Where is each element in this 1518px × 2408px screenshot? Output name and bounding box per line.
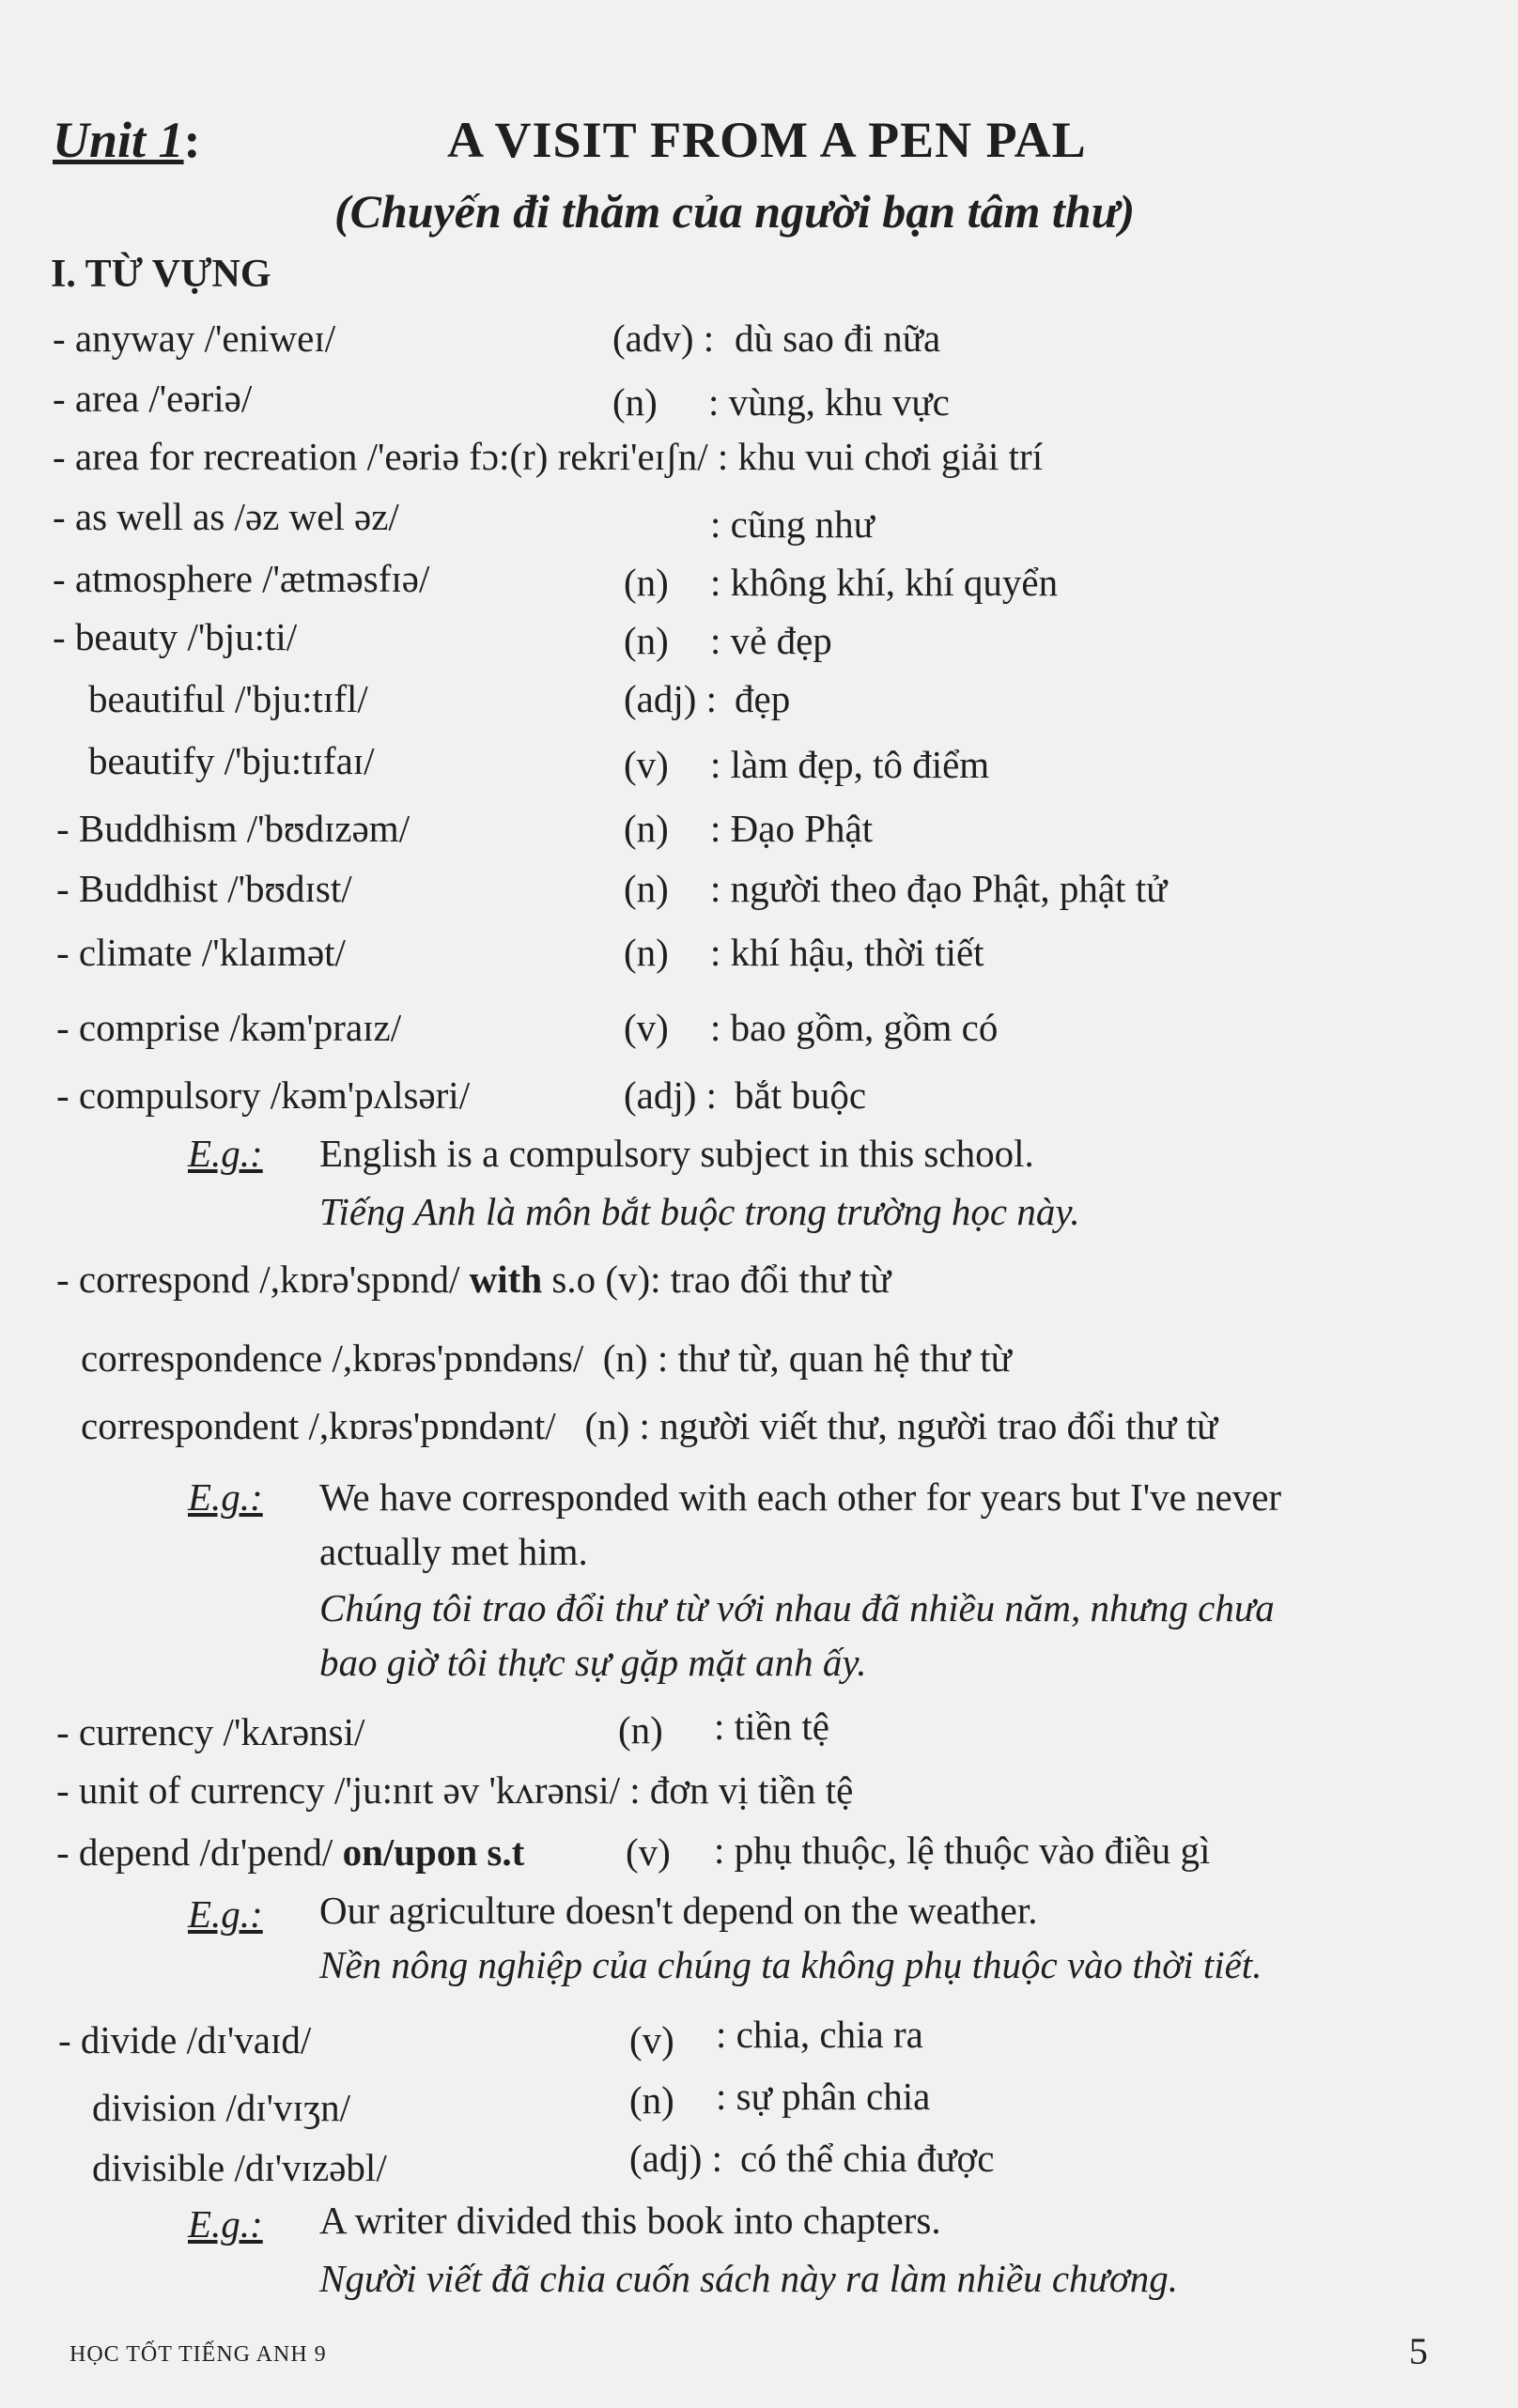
vocab-meaning: : khí hậu, thời tiết xyxy=(710,931,984,974)
vocab-pos: (n) xyxy=(624,807,669,850)
vocab-entry-correspond xyxy=(56,1257,891,1302)
vocab-word: - correspond /,kɒrə'spɒnd/ xyxy=(56,1258,460,1301)
vocab-word: - currency /'kʌrənsi/ xyxy=(56,1710,365,1753)
example-label: E.g.: xyxy=(188,1892,263,1936)
vocab-word: correspondence /,kɒrəs'pɒndəns/ (n) : thư từ, quan hệ thư từ xyxy=(81,1336,1012,1380)
vocab-meaning: đẹp xyxy=(735,677,791,720)
vocab-word: - as well as /əz wel əz/ xyxy=(53,495,399,538)
vocab-pos: (v) xyxy=(629,2018,674,2061)
vocab-pos: (n) xyxy=(624,561,669,604)
vocab-pos: (n) xyxy=(629,2078,674,2122)
example-english: English is a compulsory subject in this school. xyxy=(319,1132,1034,1175)
vocab-pos: (adj) : xyxy=(629,2137,723,2180)
section-title: I. TỪ VỰNG xyxy=(51,253,271,296)
vocab-meaning: : làm đẹp, tô điểm xyxy=(710,743,990,786)
footer-book-title: HỌC TỐT TIẾNG ANH 9 xyxy=(70,2342,327,2367)
vocab-preposition: with xyxy=(469,1258,543,1301)
vocab-word: - atmosphere /'ætməsfɪə/ xyxy=(53,557,430,600)
unit-label: Unit 1 xyxy=(53,112,184,168)
vocab-meaning: : chia, chia ra xyxy=(716,2013,923,2056)
vocab-meaning: s.o (v): trao đổi thư từ xyxy=(551,1258,891,1301)
example-vietnamese: Nền nông nghiệp của chúng ta không phụ thuộc vào thời tiết. xyxy=(319,1943,1262,1986)
vocab-meaning: : không khí, khí quyển xyxy=(710,561,1059,604)
vocab-meaning: : phụ thuộc, lệ thuộc vào điều gì xyxy=(714,1829,1211,1872)
vocab-pos: (n) xyxy=(618,1708,663,1752)
vocab-word: - comprise /kəm'praɪz/ xyxy=(56,1006,402,1049)
example-english: actually met him. xyxy=(319,1530,588,1573)
vocab-word: beautiful /'bju:tɪfl/ xyxy=(88,677,368,720)
vocab-word: - area /'eəriə/ xyxy=(53,377,253,420)
vocab-pos: (adj) : xyxy=(624,1073,718,1117)
vocab-word: beautify /'bju:tɪfaɪ/ xyxy=(88,739,375,782)
vocab-preposition: on/upon s.t xyxy=(342,1830,525,1874)
vocab-word: - climate /'klaɪmət/ xyxy=(56,931,346,974)
page-number: 5 xyxy=(1409,2330,1428,2372)
vocab-word: correspondent /,kɒrəs'pɒndənt/ (n) : người viết thư, người trao đổi thư từ xyxy=(81,1404,1218,1447)
example-label: E.g.: xyxy=(188,1475,263,1519)
vocab-word: - compulsory /kəm'pʌlsəri/ xyxy=(56,1073,471,1117)
vocab-word: - area for recreation /'eəriə fɔ:(r) rekri'eɪʃn/ : khu vui chơi giải trí xyxy=(53,435,1044,478)
vocab-meaning: : vẻ đẹp xyxy=(710,619,832,662)
vocab-meaning: : vùng, khu vực xyxy=(708,380,950,424)
example-english: Our agriculture doesn't depend on the weather. xyxy=(319,1889,1038,1932)
unit-colon: : xyxy=(183,112,202,168)
example-label: E.g.: xyxy=(188,2202,263,2246)
vocab-meaning: : bao gồm, gồm có xyxy=(710,1006,999,1049)
example-label: E.g.: xyxy=(188,1132,263,1175)
vocab-entry-depend xyxy=(56,1829,524,1875)
vocab-pos: (adv) : xyxy=(612,316,715,360)
vocab-meaning: : cũng như xyxy=(710,502,875,546)
vocab-meaning: bắt buộc xyxy=(735,1073,867,1117)
vocab-pos: (v) xyxy=(624,743,669,786)
vocab-pos: (n) xyxy=(624,619,669,662)
vocab-pos: (n) xyxy=(624,867,669,910)
vocab-meaning: dù sao đi nữa xyxy=(735,316,941,360)
example-english: A writer divided this book into chapters. xyxy=(319,2199,941,2242)
vocab-pos: (v) xyxy=(624,1006,669,1049)
example-vietnamese: Tiếng Anh là môn bắt buộc trong trường học này. xyxy=(319,1190,1080,1233)
vocab-meaning: : tiền tệ xyxy=(714,1705,829,1748)
vocab-word: - anyway /'eniweɪ/ xyxy=(53,316,336,360)
vocab-word: - beauty /'bju:ti/ xyxy=(53,615,298,658)
vocab-pos: (v) xyxy=(626,1830,671,1874)
vocab-meaning: : sự phân chia xyxy=(716,2075,931,2118)
vocab-pos: (adj) : xyxy=(624,677,718,720)
vocab-pos: (n) xyxy=(612,380,658,424)
vocab-word: - Buddhist /'bʊdɪst/ xyxy=(56,867,352,910)
vocab-pos: (n) xyxy=(624,931,669,974)
vocab-word: - depend /dɪ'pend/ xyxy=(56,1830,333,1874)
vocab-word: - Buddhism /'bʊdɪzəm/ xyxy=(56,807,410,850)
page-title: A VISIT FROM A PEN PAL xyxy=(447,112,1087,168)
example-english: We have corresponded with each other for years but I've never xyxy=(319,1475,1282,1519)
vocab-meaning: : Đạo Phật xyxy=(710,807,874,850)
vocab-word: division /dɪ'vɪʒn/ xyxy=(92,2086,351,2129)
page-subtitle: (Chuyến đi thăm của người bạn tâm thư) xyxy=(334,185,1136,238)
vocab-meaning: có thể chia được xyxy=(740,2137,995,2180)
vocab-word: divisible /dɪ'vɪzəbl/ xyxy=(92,2146,387,2189)
example-vietnamese: Người viết đã chia cuốn sách này ra làm nhiều chương. xyxy=(319,2257,1179,2300)
vocab-meaning: : người theo đạo Phật, phật tử xyxy=(710,867,1168,910)
vocab-word: - divide /dɪ'vaɪd/ xyxy=(58,2018,312,2061)
unit-heading xyxy=(53,111,202,169)
example-vietnamese: bao giờ tôi thực sự gặp mặt anh ấy. xyxy=(319,1641,867,1684)
vocab-word: - unit of currency /'ju:nɪt əv 'kʌrənsi/ : đơn vị tiền tệ xyxy=(56,1768,854,1812)
example-vietnamese: Chúng tôi trao đổi thư từ với nhau đã nhiều năm, nhưng chưa xyxy=(319,1586,1275,1629)
